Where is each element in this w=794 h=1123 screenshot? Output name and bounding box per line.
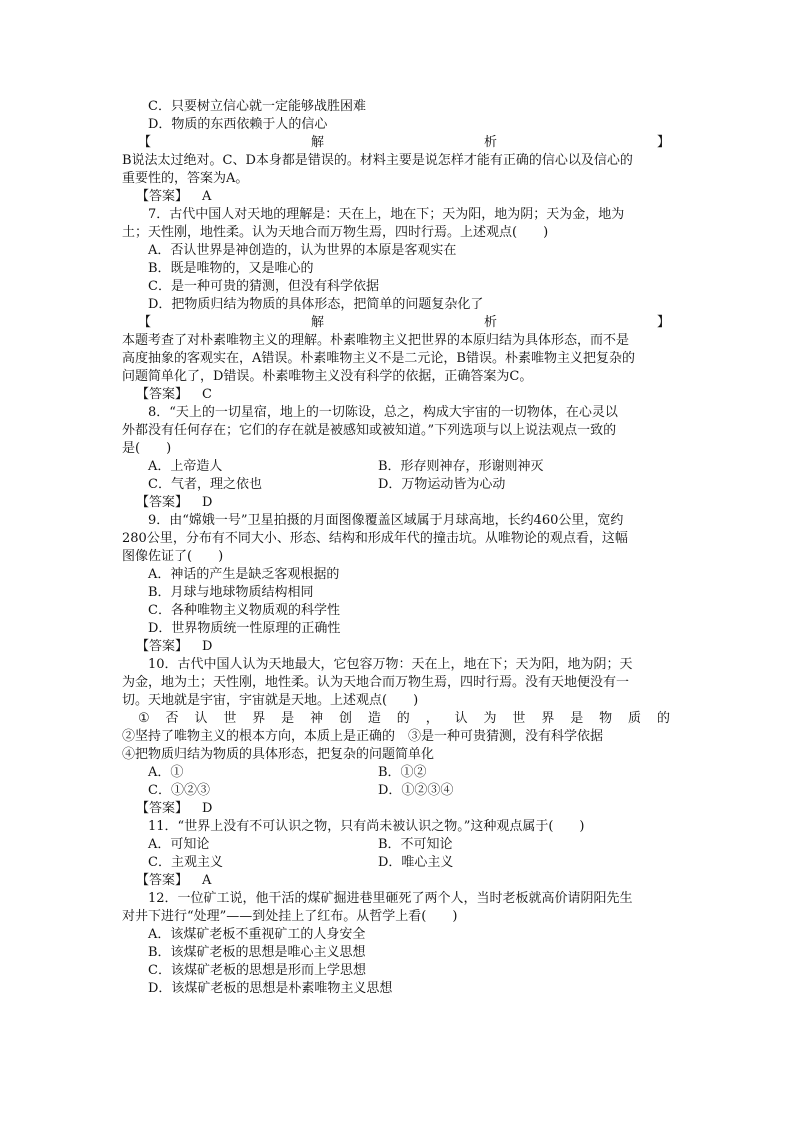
q11-options-row <box>122 836 670 854</box>
q10-option-a: A．① <box>148 765 184 780</box>
q10-option-d: D．①②③④ <box>378 783 454 798</box>
q12-stem-line: 对井下进行“处理”——到处挂上了红布。从哲学上看( ) <box>122 909 458 924</box>
answer-value: A <box>202 873 212 888</box>
q9-stem-line: 图像佐证了( ) <box>122 549 224 564</box>
q10-item-1-line <box>122 710 670 728</box>
q8-stem-line: 是( ) <box>122 441 172 456</box>
answer-tag: 【答案】 <box>136 873 189 888</box>
q10-item-1-char: 质 <box>628 711 642 726</box>
heading-char: 析 <box>483 135 497 150</box>
answer-tag: 【答案】 <box>136 387 189 402</box>
q10-stem-line: 为金，地为土；天性刚，地性柔。认为天地合而万物生焉，四时行焉。没有天地便没有一 <box>122 675 630 690</box>
q7-analysis-line: 本题考查了对朴素唯物主义的理解。朴素唯物主义把世界的本原归结为具体形态，而不是 <box>122 333 630 348</box>
q10-item-1-char: 是 <box>570 711 584 726</box>
q6-analysis-line: B说法太过绝对。C、D本身都是错误的。材料主要是说怎样才能有正确的信心以及信心的 <box>122 153 633 168</box>
q9-stem-line: 280公里，分布有不同大小、形态、结构和形成年代的撞击坑。从唯物论的观点看，这幅 <box>122 531 628 546</box>
q8-options-row <box>122 476 670 494</box>
q7-analysis-heading <box>122 314 670 332</box>
answer-value: D <box>202 639 213 654</box>
heading-char: 析 <box>483 315 497 330</box>
q7-option-a: A．否认世界是神创造的，认为世界的本原是客观实在 <box>148 243 457 258</box>
q11-option-b: B．不可知论 <box>378 837 453 852</box>
q10-item-1-char: ， <box>425 711 439 726</box>
q11-option-a: A．可知论 <box>148 837 210 852</box>
q7-stem-line: 土；天性刚，地性柔。认为天地合而万物生焉，四时行焉。上述观点( ) <box>122 225 549 240</box>
q7-option-c: C．是一种可贵的猜测，但没有科学依据 <box>148 279 379 294</box>
q7-option-d: D．把物质归结为物质的具体形态，把简单的问题复杂化了 <box>148 297 484 312</box>
q10-item-1-char: 否 <box>165 711 179 726</box>
q10-items-line: ④把物质归结为物质的具体形态，把复杂的问题简单化 <box>122 747 435 762</box>
q10-options-row <box>122 782 670 800</box>
q10-item-1-char: 是 <box>281 711 295 726</box>
q6-option-c: C．只要树立信心就一定能够战胜困难 <box>148 99 366 114</box>
q10-item-1-char: 为 <box>483 711 497 726</box>
q10-option-b: B．①② <box>378 765 427 780</box>
q6-answer <box>122 188 670 206</box>
q6-option-d: D．物质的东西依赖于人的信心 <box>148 117 328 132</box>
q7-stem-line: 7．古代中国人对天地的理解是：天在上，地在下；天为阳，地为阴；天为金，地为 <box>148 207 625 222</box>
q6-analysis-heading <box>122 134 670 152</box>
q9-option-b: B．月球与地球物质结构相同 <box>148 585 314 600</box>
bracket-close: 】 <box>656 135 670 150</box>
q7-analysis-line: 问题简单化了，D错误。朴素唯物主义没有科学的依据，正确答案为C。 <box>122 369 533 384</box>
q10-item-1-char: 界 <box>541 711 555 726</box>
q9-option-a: A．神话的产生是缺乏客观根据的 <box>148 567 340 582</box>
q6-analysis-line: 重要性的，答案为A。 <box>122 171 249 186</box>
answer-value: C <box>202 387 212 402</box>
q8-option-b: B．形存则神存，形谢则神灭 <box>378 459 544 474</box>
q8-options-row <box>122 458 670 476</box>
q11-option-d: D．唯心主义 <box>378 855 454 870</box>
answer-value: A <box>202 189 212 204</box>
q8-option-d: D．万物运动皆为心动 <box>378 477 506 492</box>
answer-tag: 【答案】 <box>136 495 189 510</box>
q10-item-1-char: 物 <box>599 711 613 726</box>
q10-items-line: ②坚持了唯物主义的根本方向，本质上是正确的 ③是一种可贵猜测，没有科学依据 <box>122 729 604 744</box>
answer-value: D <box>202 801 213 816</box>
heading-char: 解 <box>310 135 324 150</box>
q11-stem-line: 11．“世界上没有不可认识之物，只有尚未被认识之物。”这种观点属于( ) <box>148 819 585 834</box>
document-page <box>122 98 670 998</box>
q10-option-c: C．①②③ <box>148 783 210 798</box>
q9-answer <box>122 638 670 656</box>
bracket-open: 【 <box>138 315 152 330</box>
q9-option-d: D．世界物质统一性原理的正确性 <box>148 621 341 636</box>
answer-tag: 【答案】 <box>136 639 189 654</box>
q10-item-1-char: 的 <box>396 711 410 726</box>
heading-char: 解 <box>310 315 324 330</box>
q11-options-row <box>122 854 670 872</box>
q10-item-1-char: 神 <box>310 711 324 726</box>
q9-stem-line: 9．由“嫦娥一号”卫星拍摄的月面图像覆盖区域属于月球高地，长约460公里，宽约 <box>148 513 624 528</box>
q10-item-1-char: 界 <box>252 711 266 726</box>
q12-option-a: A．该煤矿老板不重视矿工的人身安全 <box>148 927 366 942</box>
q10-answer <box>122 800 670 818</box>
q8-stem-line: 8．“天上的一切星宿，地上的一切陈设，总之，构成大宇宙的一切物体，在心灵以 <box>148 405 618 420</box>
q10-options-row <box>122 764 670 782</box>
q7-answer <box>122 386 670 404</box>
q8-answer <box>122 494 670 512</box>
q12-stem-line: 12．一位矿工说，他干活的煤矿掘进巷里砸死了两个人，当时老板就高价请阴阳先生 <box>148 891 633 906</box>
q11-answer <box>122 872 670 890</box>
q10-item-1-char: 认 <box>454 711 468 726</box>
q10-item-1-char: ① <box>138 711 150 726</box>
q10-item-1-char: 世 <box>223 711 237 726</box>
q9-option-c: C．各种唯物主义物质观的科学性 <box>148 603 340 618</box>
q12-option-c: C．该煤矿老板的思想是形而上学思想 <box>148 963 366 978</box>
answer-tag: 【答案】 <box>136 801 189 816</box>
q10-stem-line: 10．古代中国人认为天地最大，它包容万物：天在上，地在下；天为阳，地为阴；天 <box>148 657 633 672</box>
q10-stem-line: 切。天地就是宇宙，宇宙就是天地。上述观点( ) <box>122 693 419 708</box>
q8-option-a: A．上帝造人 <box>148 459 223 474</box>
q12-option-b: B．该煤矿老板的思想是唯心主义思想 <box>148 945 366 960</box>
answer-tag: 【答案】 <box>136 189 189 204</box>
q12-option-d: D．该煤矿老板的思想是朴素唯物主义思想 <box>148 981 393 996</box>
q11-option-c: C．主观主义 <box>148 855 223 870</box>
q10-item-1-char: 创 <box>338 711 352 726</box>
q10-item-1-char: 的 <box>656 711 670 726</box>
q7-analysis-line: 高度抽象的客观实在，A错误。朴素唯物主义不是二元论，B错误。朴素唯物主义把复杂的 <box>122 351 635 366</box>
q10-item-1-char: 认 <box>194 711 208 726</box>
bracket-close: 】 <box>656 315 670 330</box>
answer-value: D <box>202 495 213 510</box>
q7-option-b: B．既是唯物的，又是唯心的 <box>148 261 314 276</box>
q8-option-c: C．气者，理之依也 <box>148 477 262 492</box>
q10-item-1-char: 造 <box>367 711 381 726</box>
q10-item-1-char: 世 <box>512 711 526 726</box>
q8-stem-line: 外都没有任何存在；它们的存在就是被感知或被知道。”下列选项与以上说法观点一致的 <box>122 423 617 438</box>
bracket-open: 【 <box>138 135 152 150</box>
